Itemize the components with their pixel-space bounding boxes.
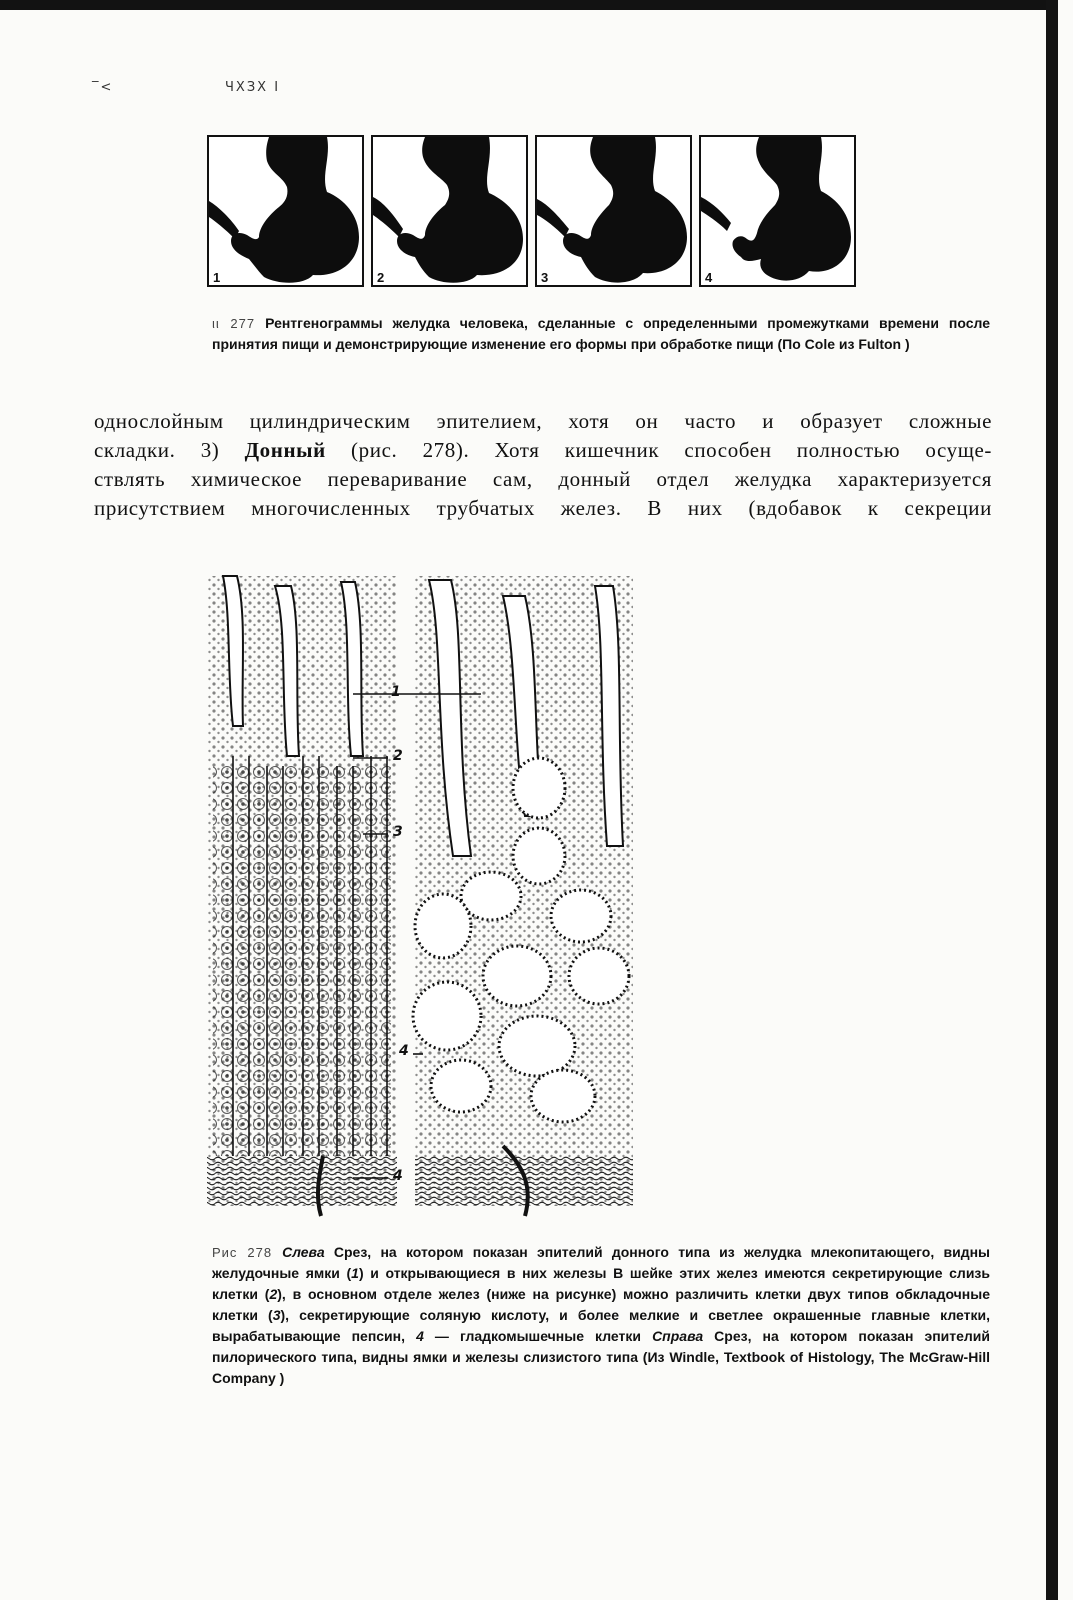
radiograph-frame-3	[535, 135, 692, 287]
running-head-page-number: ‾<	[92, 80, 114, 95]
body-line-4: присутствием многочисленных трубчатых желез. В них (вдобавок к секреции	[94, 496, 992, 520]
radiograph-frame-2	[371, 135, 528, 287]
figure-278-marker-1: 1	[391, 684, 401, 700]
body-paragraph	[94, 407, 992, 523]
figure-278-caption: Рис 278 Слева Срез, на котором показан эпителий донного типа из желудка млекопитающего, видны желудочные ямки (1) и открывающиеся в них железы В шейке этих желез имеются секретирующие слизь клетки (2), в основном отделе желез (ниже на рисунке) можно различить клетки двух типов обкладочные клетки (3), секретирующие соляную кислоту, и более мелкие и светлее окрашенные главные клетки, вырабатывающие пепсин, 4 — гладкомышечные клетки Справа Срез, на котором показан эпителий пилорического типа, видны ямки и железы слизистого типа (Из Windle, Textbook of Histology, The McGraw-Hill Company )	[212, 1244, 991, 1386]
figure-278-marker-2: 2	[393, 748, 403, 764]
page-right-edge	[1046, 0, 1073, 1600]
figure-278-histology-drawing	[203, 556, 633, 1223]
figure-277-label: ιι 277	[212, 316, 256, 331]
figure-277-caption	[212, 313, 990, 354]
figure-278-marker-3: 3	[393, 824, 403, 840]
body-line-1: однослойным цилиндрическим эпителием, хотя он часто и образует сложные	[94, 409, 992, 433]
running-head-title: ЧХЗХ I	[225, 80, 281, 95]
radiograph-number-2: 2	[377, 270, 385, 285]
stomach-silhouette-4	[701, 137, 854, 285]
figure-278-marker-4-lower: 4	[393, 1168, 403, 1184]
page-top-edge	[0, 0, 1073, 10]
body-line-3: ствлять химическое переваривание сам, донный отдел желудка характеризуется	[94, 467, 992, 491]
radiograph-number-1: 1	[213, 270, 221, 285]
radiograph-number-3: 3	[541, 270, 549, 285]
radiograph-frame-1	[207, 135, 364, 287]
radiograph-frame-4	[699, 135, 856, 287]
figure-277-caption-text: Рентгенограммы желудка человека, сделанные с определенными промежутками времени после принятия пищи и демонстрирующие изменение его формы при обработке пищи (По Cole из Fulton )	[212, 315, 990, 352]
figure-278-label: Рис 278	[212, 1245, 273, 1260]
stomach-silhouette-2	[373, 137, 526, 285]
stomach-silhouette-3	[537, 137, 690, 285]
stomach-silhouette-1	[209, 137, 362, 285]
term-fundic: Донный	[244, 438, 326, 462]
body-line-2: складки. 3) Донный (рис. 278). Хотя кишечник способен полностью осуще-	[94, 438, 992, 462]
left-panel-fundic	[207, 576, 397, 1216]
histology-illustration	[203, 556, 633, 1223]
figure-278-marker-4-upper: 4	[399, 1043, 409, 1059]
radiograph-number-4: 4	[705, 270, 713, 285]
right-panel-pyloric	[413, 576, 633, 1216]
figure-277-radiographs	[207, 135, 857, 289]
